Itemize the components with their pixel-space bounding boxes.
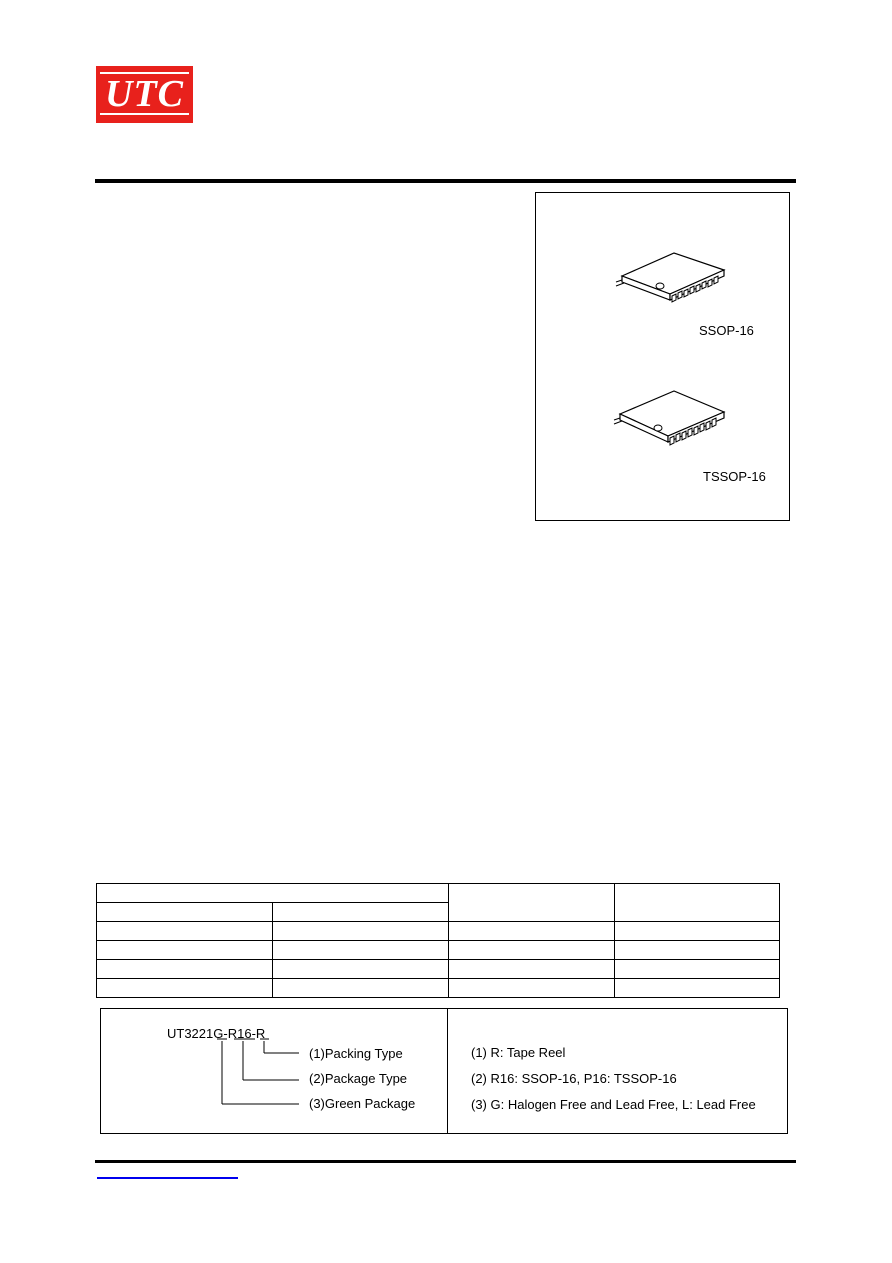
package-label-ssop16: SSOP-16 [699, 323, 754, 338]
footer-rule [95, 1160, 796, 1163]
ordering-table [96, 883, 780, 998]
table-header-cell [614, 883, 780, 922]
footer-link-underline[interactable] [97, 1177, 238, 1179]
part-number-code [167, 1026, 265, 1041]
legend-green-package: (3)Green Package [309, 1096, 416, 1111]
table-cell [614, 978, 780, 998]
legend-package-type: (2)Package Type [309, 1071, 408, 1086]
table-cell [614, 921, 780, 941]
tssop16-package-icon [612, 388, 732, 448]
table-header-cell [448, 883, 615, 922]
table-cell [96, 921, 273, 941]
table-cell [448, 978, 615, 998]
desc-packing-type: (1) R: Tape Reel [471, 1045, 566, 1060]
part-package: R16 [227, 1026, 252, 1041]
part-green: G [213, 1026, 224, 1041]
part-sep: - [251, 1026, 256, 1041]
table-cell [272, 959, 449, 979]
part-sep: - [223, 1026, 228, 1041]
logo-frame [100, 72, 189, 115]
table-header-cell [96, 883, 449, 903]
table-cell [272, 940, 449, 960]
part-packing: R [255, 1026, 266, 1041]
desc-green-package: (3) G: Halogen Free and Lead Free, L: Lead Free [471, 1097, 756, 1112]
table-cell [96, 978, 273, 998]
utc-logo [96, 66, 193, 123]
part-base: UT3221 [167, 1026, 214, 1041]
table-cell [272, 921, 449, 941]
table-subheader-cell [272, 902, 449, 922]
package-label-tssop16: TSSOP-16 [703, 469, 766, 484]
table-cell [96, 959, 273, 979]
table-cell [448, 959, 615, 979]
table-cell [448, 921, 615, 941]
ssop16-package-icon [612, 248, 732, 308]
logo-text: UTC [105, 72, 184, 115]
table-cell [272, 978, 449, 998]
desc-package-type: (2) R16: SSOP-16, P16: TSSOP-16 [471, 1071, 677, 1086]
table-cell [96, 940, 273, 960]
table-subheader-cell [96, 902, 273, 922]
header-rule [95, 179, 796, 183]
table-cell [448, 940, 615, 960]
table-cell [614, 940, 780, 960]
legend-packing-type: (1)Packing Type [309, 1046, 403, 1061]
table-cell [614, 959, 780, 979]
